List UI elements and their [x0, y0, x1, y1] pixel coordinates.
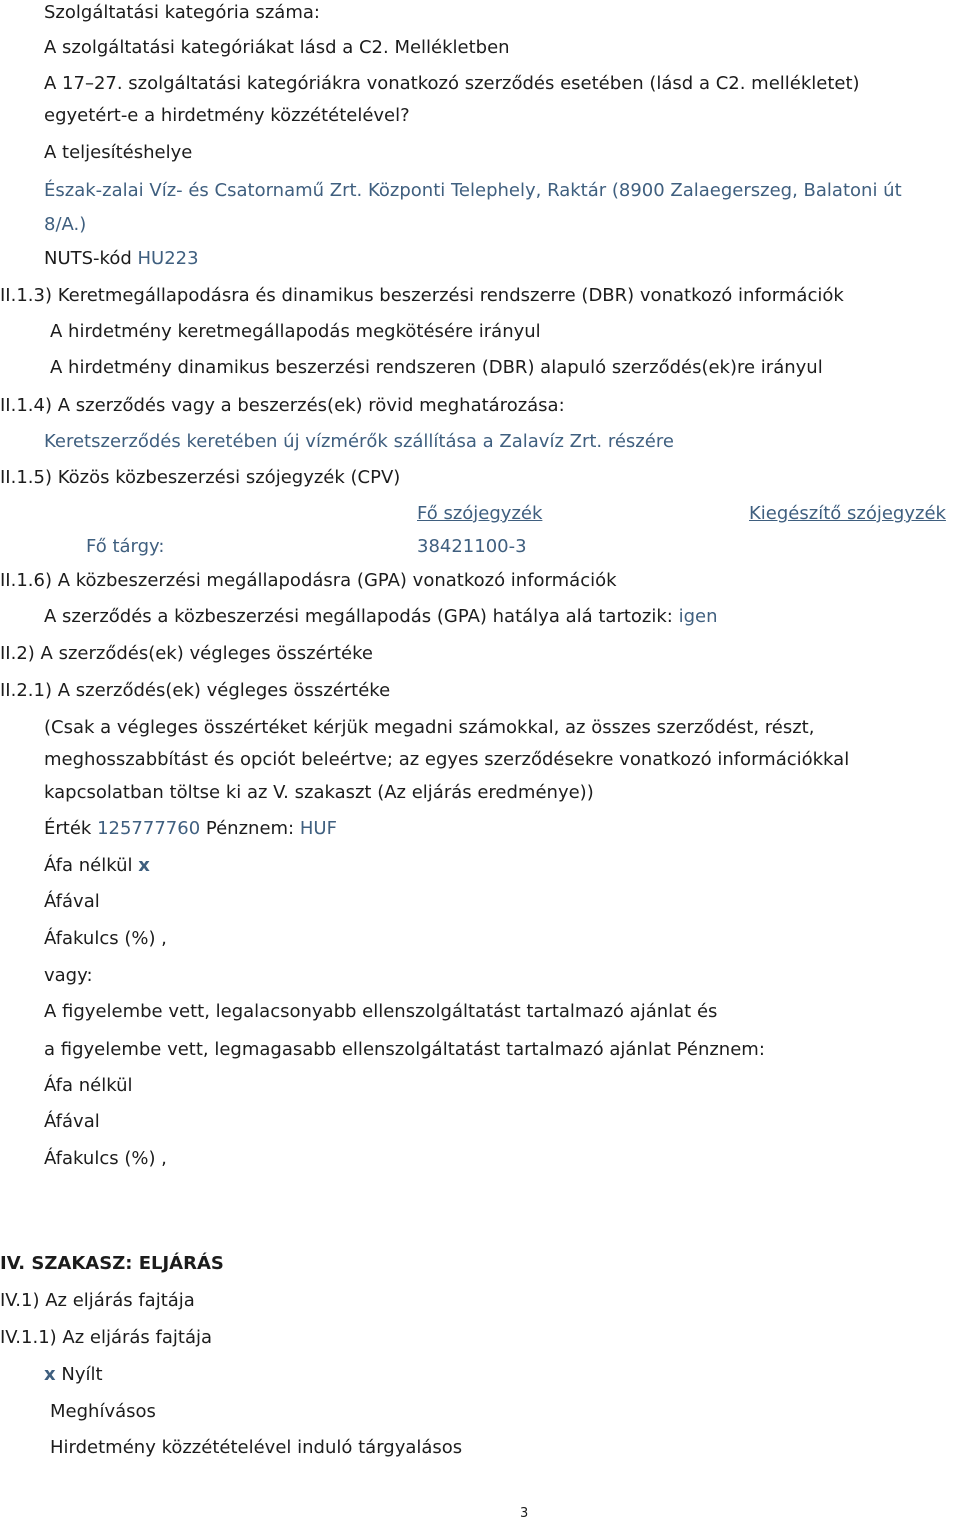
vat-excluded-label-2: Áfa nélkül — [44, 1075, 133, 1096]
service-category-label: Szolgáltatási kategória száma: — [44, 2, 320, 23]
section-ii-1-5-heading: II.1.5) Közös közbeszerzési szójegyzék (CPV) — [0, 467, 401, 488]
or-label: vagy: — [44, 965, 93, 986]
procedure-negotiated-option: Hirdetmény közzétételével induló tárgyalásos — [50, 1437, 463, 1458]
section-ii-2-heading: II.2) A szerződés(ek) végleges összértéke — [0, 643, 373, 664]
total-value-instruction-line3: kapcsolatban töltse ki az V. szakaszt (Az eljárás eredménye)) — [44, 782, 594, 803]
vat-included-label: Áfával — [44, 891, 100, 912]
section-ii-1-3-heading: II.1.3) Keretmegállapodásra és dinamikus beszerzési rendszerre (DBR) vonatkozó információk — [0, 285, 844, 306]
service-category-question-line2: egyetért-e a hirdetmény közzétételével? — [44, 105, 410, 126]
place-of-performance-value-line2: 8/A.) — [44, 214, 87, 235]
vat-excluded-row — [44, 855, 150, 877]
dps-option: A hirdetmény dinamikus beszerzési rendszeren (DBR) alapuló szerződés(ek)re irányul — [50, 357, 823, 378]
nuts-code-label: NUTS-kód — [44, 248, 132, 269]
vat-excluded-label: Áfa nélkül — [44, 855, 133, 876]
place-of-performance-value-line1: Észak-zalai Víz- és Csatornamű Zrt. Központi Telephely, Raktár (8900 Zalaegerszeg, Balatoni út — [44, 180, 902, 201]
value-label: Érték — [44, 818, 92, 839]
vat-rate-label: Áfakulcs (%) , — [44, 928, 167, 949]
nuts-code-value: HU223 — [137, 248, 199, 269]
vat-included-label-2: Áfával — [44, 1111, 100, 1132]
section-ii-1-4-heading: II.1.4) A szerződés vagy a beszerzés(ek) rövid meghatározása: — [0, 395, 565, 416]
cpv-supplementary-vocabulary-header: Kiegészítő szójegyzék — [749, 503, 946, 524]
framework-agreement-option: A hirdetmény keretmegállapodás megkötésére irányul — [50, 321, 541, 342]
procedure-open-checkmark: x — [44, 1364, 56, 1385]
gpa-statement-text: A szerződés a közbeszerzési megállapodás (GPA) hatálya alá tartozik: — [44, 606, 673, 627]
cpv-main-object-label: Fő tárgy: — [86, 536, 165, 557]
cpv-main-object-code: 38421100-3 — [417, 536, 527, 557]
lowest-offer-line: A figyelembe vett, legalacsonyabb ellenszolgáltatást tartalmazó ajánlat és — [44, 1001, 718, 1022]
page-number: 3 — [520, 1506, 529, 1521]
service-category-question-line1: A 17–27. szolgáltatási kategóriákra vonatkozó szerződés esetében (lásd a C2. mellékletet) — [44, 73, 860, 94]
currency-value: HUF — [299, 818, 337, 839]
vat-rate-label-2: Áfakulcs (%) , — [44, 1148, 167, 1169]
procedure-open-label: Nyílt — [61, 1364, 103, 1385]
total-value-instruction-line2: meghosszabbítást és opciót beleértve; az egyes szerződésekre vonatkozó információkkal — [44, 749, 850, 770]
place-of-performance-label: A teljesítéshelye — [44, 142, 193, 163]
total-value-instruction-line1: (Csak a végleges összértéket kérjük megadni számokkal, az összes szerződést, részt, — [44, 717, 815, 738]
vat-excluded-checkmark: x — [138, 855, 150, 876]
value-amount: 125777760 — [97, 818, 201, 839]
service-category-note: A szolgáltatási kategóriákat lásd a C2. Mellékletben — [44, 37, 510, 58]
gpa-statement — [44, 606, 718, 628]
highest-offer-line: a figyelembe vett, legmagasabb ellenszolgáltatást tartalmazó ajánlat Pénznem: — [44, 1039, 765, 1060]
cpv-main-vocabulary-header: Fő szójegyzék — [417, 503, 543, 524]
procedure-restricted-option: Meghívásos — [50, 1401, 156, 1422]
procedure-open-option — [44, 1364, 103, 1386]
nuts-code-row — [44, 248, 199, 270]
value-row — [44, 818, 337, 840]
gpa-statement-value: igen — [678, 606, 718, 627]
section-ii-2-1-heading: II.2.1) A szerződés(ek) végleges összértéke — [0, 680, 391, 701]
contract-short-description: Keretszerződés keretében új vízmérők szállítása a Zalavíz Zrt. részére — [44, 431, 674, 452]
section-iv-1-1-heading: IV.1.1) Az eljárás fajtája — [0, 1327, 213, 1348]
section-iv-heading: IV. SZAKASZ: ELJÁRÁS — [0, 1253, 224, 1274]
section-iv-1-heading: IV.1) Az eljárás fajtája — [0, 1290, 195, 1311]
currency-label: Pénznem: — [205, 818, 295, 839]
section-ii-1-6-heading: II.1.6) A közbeszerzési megállapodásra (GPA) vonatkozó információk — [0, 570, 617, 591]
